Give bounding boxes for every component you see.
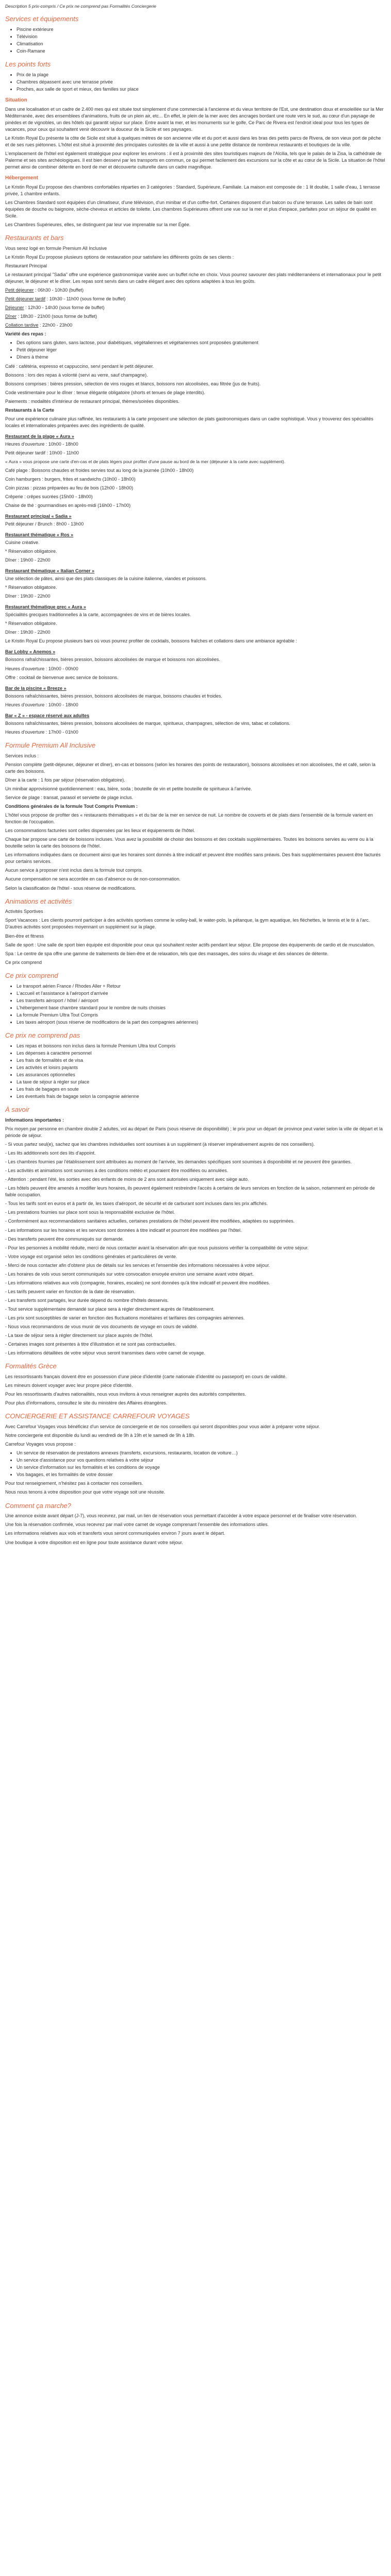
list-item: • Les taxes aéroport (sous réserve de modifications de la part des compagnies aériennes): [17, 1019, 386, 1026]
comment-p2: Une fois la réservation confirmée, vous recevrez par mail votre carnet de voyage comprenant l'ensemble des informations utiles.: [5, 1522, 269, 1528]
animations-p1: Sport Vacances : Les clients pourront participer à des activités sportives comme le volley-ball, le water-polo, la pétanque, la gym aquatique, les fléchettes, le tennis et le tir à l'arc. D'autres activités sont proposées moyennant un supplément sur la plage.: [5, 918, 370, 930]
premium-p4: Service de plage : transat, parasol et serviette de plage inclus.: [5, 794, 134, 800]
comment-title: Comment ça marche?: [5, 1501, 71, 1510]
list-item: • Les frais de formalités et de visa: [17, 1057, 386, 1064]
asavoir-title: À savoir: [5, 1106, 29, 1114]
list-item: • Petit déjeuner léger: [17, 347, 386, 353]
list-item: • Un service d'assistance pour vos questions relatives à votre séjour: [17, 1457, 386, 1464]
list-item: • Chambres dépassent avec une terrasse privée: [17, 79, 386, 86]
situation-title: Situation: [5, 97, 27, 104]
asavoir-line: - Pour les personnes à mobilité réduite, merci de nous contacter avant la réservation afin que nous puissions vérifier la compatibilité de votre séjour.: [5, 1245, 309, 1250]
ne-comprend-list: [5, 1043, 386, 1100]
list-item: • Les frais de bagages en soute: [17, 1086, 386, 1093]
asavoir-line: - Les activités et animations sont soumises à des conditions météo et pourraient être modifiées ou annulées.: [5, 1168, 229, 1174]
cafe-text: Café : cafétéria, espresso et cappuccino, servi pendant le petit déjeuner.: [5, 363, 154, 369]
r1-pd: Petit déjeuner tardif : 10h00 - 11h00: [5, 450, 79, 455]
list-item: • Les éventuels frais de bagage selon la compagnie aérienne: [17, 1093, 386, 1100]
animations-sub: Activités Sportives: [5, 909, 43, 914]
asavoir-line: - Votre voyage est organisé selon les conditions générales et particulières de vente.: [5, 1253, 177, 1259]
asavoir-line: - La taxe de séjour sera à régler directement sur place auprès de l'hôtel.: [5, 1333, 153, 1338]
r4-desc: Spécialités grecques traditionnelles à la carte, accompagnées de vins et de bières locales.: [5, 612, 191, 618]
comprend-title: Ce prix comprend: [5, 971, 58, 979]
asavoir-line: - Les chambres fournies par l'établissement sont attribuées au moment de l'arrivée, les demandes spécifiques sont soumises à disponibilité et ne peuvent être garanties.: [5, 1159, 352, 1165]
situation-p2: Le Kristin Royal Eu présente la côte de Sicile est situé à quelques mètres de son ancienne ville et du port et aussi dans les bras des petits parcs de Rivera, de son vieux port de pêche et de ses rues piétonnes. L'hôtel est situé à proximité des principales curiosités de la ville et aussi à une petite distance de nombreux restaurants et boutiques de la ville.: [5, 135, 381, 148]
formalites-p4: Pour plus d'informations, consultez le site du ministère des Affaires étrangères.: [5, 1400, 168, 1406]
premium-p5: Les consommations facturées sont celles dispensées par les lieux et équipements de l'hôtel.: [5, 828, 195, 834]
asavoir-line: - Les hôtels peuvent être amenés à modifier leurs horaires, ils peuvent également restreindre l'accès à certains de leurs services en fonction de la saison, notamment en période de faible occupation.: [5, 1185, 375, 1198]
r1-hours: Heures d'ouverture : 10h00 - 18h00: [5, 441, 78, 447]
asavoir-line: - Conformément aux recommandations sanitaires actuelles, certaines prestations de l'hôtel peuvent être modifiées, adaptées ou supprimées.: [5, 1218, 295, 1224]
formalites-title: Formalités Grèce: [5, 1362, 57, 1370]
bar3-hours: Heures d'ouverture : 17h00 - 01h00: [5, 729, 78, 735]
r3-diner: Dîner : 19h30 - 22h00: [5, 594, 51, 599]
list-item: • Vos bagages, et les formalités de votre dossier: [17, 1471, 386, 1478]
premium-intro: Services inclus :: [5, 753, 39, 758]
comment-p1: Une annonce existe avant départ (J-7), vous recevrez, par mail, un lien de réservation vous permettant d'accéder à votre espace personnel et de finaliser votre réservation.: [5, 1513, 357, 1519]
comment-p4: Une boutique à votre disposition est en ligne pour toute assistance durant votre séjour.: [5, 1539, 183, 1545]
conciergerie-list: [5, 1450, 386, 1478]
r4-diner: Dîner : 19h30 - 22h00: [5, 630, 51, 635]
bar1-offer: Offre : cocktail de bienvenue avec service de boissons.: [5, 674, 119, 680]
principal-desc: Le restaurant principal "Sadia" offre une expérience gastronomique variée avec un buffet riche en choix. Vous pourrez savourer des plats méditerranéens et internationaux pour le petit déjeuner, le déjeuner et le dîner. Les repas sont servis dans un cadre élégant avec des options adaptées à tous les goûts.: [5, 272, 381, 284]
asavoir-line: - Les prestations fournies sur place sont sous la responsabilité exclusive de l'hôtel.: [5, 1210, 175, 1215]
conditions-title: Conditions générales de la formule Tout Compris Premium :: [5, 804, 138, 809]
asavoir-line: - Les prix sont susceptibles de varier en fonction des fluctuations monétaires et tarifaires des compagnies aériennes.: [5, 1315, 245, 1320]
hebergement-p1: Le Kristin Royal Eu propose des chambres confortables réparties en 3 catégories : Standard, Supérieure, Familiale. La maison est composée de : 1 lit double, 1 salle d'eau, 1 terrasse privée, 1 chambre enfants.: [5, 184, 380, 196]
situation-p1: Dans une localisation et un cadre de 2.400 mes qui est située tout simplement d'une commercial à l'ancienne et du vieux territoire de l'Est, une destination doux et ensoleillée sur la Mer Méditerranée, avec des ensemblees d'animations, fruits de un plein air, etc... En effet, le plein de la mer avec des ancrages bordant une route vers le sud, au cœur d'un paysage de pinèdes et de vignobles, un des hôtels qui garantit séjour sur place. Entre avant la mer, et les monuments sur le golfe, Ce Parc de Rivera est l'endroit ideal pour tous les types de vacances, pour ceux qui souhaitent venir découvrir la douceur de la Sicile et ses paysages.: [5, 106, 384, 132]
conditions-text: L'hôtel vous propose de profiter des « restaurants thématiques » et du bar de la mer en service de nuit. Le nombre de couverts et de plats dans l'ensemble de la formule varient en fonction de l'occupation.: [5, 812, 373, 825]
list-item: • Les assurances optionnelles: [17, 1072, 386, 1078]
asavoir-line: - Des transferts peuvent être communiqués sur demande.: [5, 1236, 124, 1242]
conciergerie-p4: Pour tout renseignement, n'hésitez pas à contacter nos conseillers.: [5, 1481, 143, 1486]
points-list: [5, 72, 386, 93]
list-item: • Télévision: [17, 33, 386, 40]
asavoir-line: - Tous les tarifs sont en euros et à partir de, les taxes d'aéroport, de sécurité et de carburant sont incluses dans les prix affichés.: [5, 1201, 268, 1207]
comment-p3: Les informations relatives aux vols et transferts vous seront communiquées environ 7 jours avant le départ.: [5, 1531, 225, 1536]
hours-row: Petit déjeuner tardif : 10h30 - 11h00 (sous forme de buffet): [5, 296, 126, 302]
bars-intro: Le Kristin Royal Eu propose plusieurs bars où vous pourrez profiter de cocktails, boissons fraîches et collations dans une ambiance agréable :: [5, 638, 297, 644]
list-item: • Les activités et loisirs payants: [17, 1064, 386, 1071]
bar1-name: Bar Lobby « Anemos »: [5, 649, 56, 655]
list-item: • L'accueil et l'assistance à l'aéroport d'arrivée: [17, 990, 386, 997]
asavoir-line: - Merci de nous contacter afin d'obtenir plus de détails sur les services et l'ensemble des informations nécessaires à votre séjour.: [5, 1262, 270, 1268]
hours-row: Petit déjeuner : 06h30 - 10h30 (buffet): [5, 287, 84, 293]
conciergerie-p1: Avec Carrefour Voyages vous bénéficiez d'un service de conciergerie et de nos conseillers qui seront disponibles pour vous aider à préparer votre séjour.: [5, 1424, 320, 1430]
conciergerie-p2: Notre conciergerie est disponible du lundi au vendredi de 9h à 19h et le samedi de 9h à 18h.: [5, 1433, 196, 1438]
asavoir-intro: Informations importantes :: [5, 1117, 64, 1123]
list-item: • Les transferts aéroport / hôtel / aéroport: [17, 997, 386, 1004]
animations-title: Animations et activités: [5, 897, 72, 905]
points-title: Les points forts: [5, 60, 51, 69]
asavoir-line: - Certaines images sont présentes à titre d'illustration et ne sont pas contractuelles.: [5, 1342, 176, 1347]
code-text: Code vestimentaire pour le dîner : tenue élégante obligatoire (shorts et tenues de plage interdits).: [5, 389, 205, 395]
boissons-cat-text: Boissons comprises : bières pression, sélection de vins rouges et blancs, boissons non alcoolisées, eau filtrée (jus de fruits).: [5, 381, 261, 386]
list-item: • Piscine extérieure: [17, 26, 386, 33]
r1-line: Café plage : Boissons chaudes et froides servies tout au long de la journée (10h00 - 18h00): [5, 467, 194, 473]
premium-p9: Aucune compensation ne sera accordée en cas d'absence ou de non-consommation.: [5, 876, 181, 882]
r4-name: Restaurant thématique grec « Aura »: [5, 604, 86, 610]
restaurants-title: Restaurants et bars: [5, 234, 64, 242]
varietes-list: [5, 340, 386, 361]
formalites-p1: Les ressortissants français doivent être en possession d'une pièce d'identité (carte nationale d'identité ou passeport) en cours de validité.: [5, 1374, 287, 1380]
asavoir-line: - Les horaires de vols vous seront communiqués sur votre convocation envoyée environ une semaine avant votre départ.: [5, 1271, 254, 1277]
varietes-title: Variété des repas :: [5, 331, 46, 337]
bar2-name: Bar de la piscine « Breeze »: [5, 685, 67, 691]
r1-name: Restaurant de la plage « Aura »: [5, 433, 74, 439]
asavoir-line: - Les transferts sont partagés, leur durée dépend du nombre d'hôtels desservis.: [5, 1297, 169, 1303]
services-title: Services et équipements: [5, 15, 79, 23]
r2-name: Restaurant principal « Sadia »: [5, 513, 72, 519]
boissons-text: Boissons : lors des repas à volonté (servi au verre, sauf champagne).: [5, 372, 148, 378]
premium-p1: Pension complète (petit-déjeuner, déjeuner et dîner), en-cas et boissons (selon les horaires des points de restauration), boissons alcoolisées et non alcoolisées, thé et café, selon la carte des boissons.: [5, 761, 376, 774]
r3-name: Restaurant thématique « Italian Corner »: [5, 568, 95, 574]
r1-line: Crêperie : crêpes sucrées (15h00 - 18h00): [5, 494, 93, 499]
r1-desc: « Aura » vous propose une carte d'en-cas et de plats légers pour profiter d'une pause au bord de la mer (déjeuner à la carte avec supplément).: [5, 459, 286, 465]
restaurants-p1: Le Kristin Royal Eu propose plusieurs options de restauration pour satisfaire les différents goûts de ses clients :: [5, 254, 234, 260]
r4-reservation: * Réservation obligatoire.: [5, 621, 57, 626]
list-item: • La formule Premium Ultra Tout Compris: [17, 1012, 386, 1019]
bar1-desc: Boissons rafraîchissantes, bières pression, boissons alcoolisées de marque et boissons non alcoolisées.: [5, 657, 220, 663]
bar2-desc: Boissons rafraîchissantes, bières pression, boissons alcoolisées de marque, boissons chaudes et froides.: [5, 693, 222, 699]
animations-p5: Ce prix comprend: [5, 959, 42, 965]
hebergement-p2: Les Chambres Standard sont équipées d'un climatiseur, d'une télévision, d'un minibar et d'un coffre-fort. Certaines disposent d'un balcon ou d'une terrasse. Les salles de bain sont équipées de douche ou baignoire, sèche-cheveux et articles de toilette. Les chambres Supérieures offrent une vue sur la mer et plus d'espace, parfaites pour un séjour de qualité en Sicile.: [5, 199, 377, 218]
conciergerie-p5: Nous nous tenons à votre disposition pour que votre voyage soit une réussite.: [5, 1489, 166, 1495]
premium-p7: Les informations indiquées dans ce document ainsi que les horaires sont donnés à titre indicatif et peuvent être modifiés sans préavis. Des frais supplémentaires peuvent être facturés pour certains services.: [5, 852, 381, 865]
conciergerie-p3: Carrefour Voyages vous propose :: [5, 1442, 76, 1447]
list-item: • Un service d'information sur les formalités et les conditions de voyage: [17, 1464, 386, 1471]
asavoir-line: - Les informations sur les horaires et les services sont données à titre indicatif et pourront être modifiées par l'hôtel.: [5, 1227, 242, 1233]
premium-p2: Dîner à la carte : 1 fois par séjour (réservation obligatoire).: [5, 777, 125, 783]
bar2-hours: Heures d'ouverture : 10h00 - 18h00: [5, 702, 78, 707]
r2-cuisine: Cuisine créative.: [5, 539, 40, 545]
hebergement-p3: Les Chambres Supérieures, elles, se distinguent par leur vue imprenable sur la mer Égée.: [5, 222, 191, 227]
r1-line: Coin hamburgers : burgers, frites et sandwichs (10h00 - 18h00): [5, 476, 136, 482]
r3-desc: Une sélection de pâtes, ainsi que des plats classiques de la cuisine italienne, viandes et poissons.: [5, 576, 207, 582]
formalites-p3: Pour les ressortissants d'autres nationalités, nous vous invitons à vous renseigner auprès des autorités compétentes.: [5, 1392, 246, 1397]
asavoir-line: - Les tarifs peuvent varier en fonction de la date de réservation.: [5, 1289, 136, 1294]
paiement-text: Paiements : modalités d'intérieur de restaurant principal, thèmes/soirées disponibles.: [5, 398, 180, 404]
list-item: • Un service de réservation de prestations annexes (transferts, excursions, restaurants, location de voiture…): [17, 1450, 386, 1456]
list-item: • L'hébergement base chambre standard pour le nombre de nuits choisies: [17, 1005, 386, 1011]
list-item: • Dîners à thème: [17, 354, 386, 361]
premium-title: Formule Premium All Inclusive: [5, 741, 96, 749]
comprend-list: [5, 983, 386, 1026]
list-item: • Proches, aux salle de sport et mieux, des familles sur place: [17, 86, 386, 93]
bar1-hours: Heures d'ouverture : 10h00 - 00h00: [5, 666, 78, 671]
asavoir-line: Prix moyen par personne en chambre double 2 adultes, vol au départ de Paris (sous réserve de disponibilité) ; le prix pour un départ de province peut varier selon la ville de départ et la période de séjour.: [5, 1126, 383, 1138]
asavoir-line: - Les informations détaillées de votre séjour vous seront transmises dans votre carnet de voyage.: [5, 1350, 205, 1356]
r2-line: Restaurant thématique « Ros »: [5, 532, 74, 537]
list-item: • La taxe de séjour à régler sur place: [17, 1079, 386, 1086]
asavoir-line: - Les informations relatives aux vols (compagnie, horaires, escales) ne sont données qu'à titre indicatif et peuvent être modifiées.: [5, 1280, 270, 1285]
hours-row: Déjeuner : 12h30 - 14h30 (sous forme de buffet): [5, 305, 105, 311]
r1-line: Chaise de thé : gourmandises en après-midi (16h00 - 17h00): [5, 502, 131, 508]
asavoir-line: - Tout service supplémentaire demandé sur place sera à régler directement auprès de l'établissement.: [5, 1306, 215, 1312]
asavoir-line: - Attention : pendant l'été, les sorties avec des enfants de moins de 2 ans sont autorisées uniquement avec siège auto.: [5, 1177, 249, 1182]
r3-reservation: * Réservation obligatoire.: [5, 585, 57, 590]
hours-row: Dîner : 18h30 - 21h00 (sous forme de buffet): [5, 314, 97, 319]
premium-p10: Selon la classification de l'hôtel - sous réserve de modifications.: [5, 885, 136, 891]
premium-p3: Un minibar approvisionné quotidiennement : eau, bière, soda ; bouteille de vin et petite bouteille de spiritueux à l'arrivée.: [5, 786, 252, 791]
asavoir-line: - Nous vous recommandons de vous munir de vos documents de voyage en cours de validité.: [5, 1324, 198, 1330]
asavoir-line: - Si vous partez seul(e), sachez que les chambres individuelles sont soumises à un supplément (à réserver impérativement auprès de nos conseillers).: [5, 1142, 315, 1147]
hebergement-title: Hébergement: [5, 175, 38, 181]
list-item: • Les repas et boissons non inclus dans la formule Premium Ultra tout Compris: [17, 1043, 386, 1049]
situation-p3: L'emplacement de l'hôtel est également stratégique pour explorer les environs : il est à proximité des sites touristiques majeurs de l'Alcilia, tels que le palais de la Zisa, la cathédrale de Palerme et ses sites archéologiques. Il est bien desservi par les transports en commun, ce qui permet facilement des excursions sur la côte et au cœur de la Sicile. La situation de l'hôtel permet ainsi de combiner détente en bord de mer et découverte culturelle dans un cadre magnifique.: [5, 151, 385, 170]
animations-p3: Salle de sport : Une salle de sport bien équipée est disponible pour ceux qui souhaitent rester actifs pendant leur séjour. Elle propose des équipements de cardio et de musculation.: [5, 942, 375, 947]
hours-row: Collation tardive : 22h00 - 23h00: [5, 323, 73, 328]
list-item: • Prix de la plage: [17, 72, 386, 78]
services-list: [5, 26, 386, 55]
formalites-p2: Les mineurs doivent voyager avec leur propre pièce d'identité.: [5, 1383, 133, 1388]
list-item: • Des options sans gluten, sans lactose, pour diabétiques, végétaliennes et végétariennes sont proposées gratuitement: [17, 340, 386, 346]
bar3-name: Bar « Z » - espace réservé aux adultes: [5, 713, 90, 718]
animations-p4: Spa : Le centre de spa offre une gamme de traitements de bien-être et de relaxation, tels que des massages, des soins du visage et des séances de détente.: [5, 951, 329, 956]
intro-text: Description 5 prix-compris / Ce prix ne comprend pas Formalités Conciergerie: [5, 4, 156, 9]
conciergerie-title: CONCIERGERIE ET ASSISTANCE CARREFOUR VOYAGES: [5, 1412, 190, 1420]
premium-p6: Chaque bar propose une carte de boissons incluses. Vous avez la possibilité de choisir des boissons et des cocktails supplémentaires. Toutes les boissons servies au verre ou à la bouteille selon la carte des boissons de l'hôtel.: [5, 837, 373, 849]
r1-line: Coin pizzas : pizzas préparées au feu de bois (12h00 - 18h00): [5, 485, 134, 490]
r2-pd: Petit déjeuner / Brunch : 8h00 - 13h00: [5, 521, 84, 527]
ne-comprend-title: Ce prix ne comprend pas: [5, 1031, 80, 1039]
list-item: • Coin-Ramane: [17, 48, 386, 55]
list-item: • Climatisation: [17, 41, 386, 47]
carte-title: Restaurants à la Carte: [5, 407, 55, 413]
formule-text: Vous serez logé en formule Premium All Inclusive: [5, 245, 107, 251]
r2-diner: Dîner : 19h00 - 22h00: [5, 557, 51, 563]
principal-label: Restaurant Principal: [5, 263, 47, 268]
bar3-desc: Boissons rafraîchissantes, bières pression, boissons alcoolisées de marque, spiritueux, champagnes, sélection de vins, tabac et collations.: [5, 720, 290, 726]
r2-reservation: * Réservation obligatoire.: [5, 548, 57, 554]
list-item: • Le transport aérien France / Rhodes Aller + Retour: [17, 983, 386, 990]
list-item: • Les dépenses à caractère personnel: [17, 1050, 386, 1057]
carte-intro: Pour une expérience culinaire plus raffinée, les restaurants à la carte proposent une sélection de plats gastronomiques dans un cadre sophistiqué. Vous y trouverez des spécialités locales et internationales préparées avec des ingrédients de qualité.: [5, 416, 373, 428]
asavoir-line: - Les lits additionnels sont des lits d'appoint.: [5, 1150, 96, 1156]
animations-p2: Bien-être et fitness: [5, 933, 44, 939]
premium-p8: Aucun service à proposer n'est inclus dans la formule tout compris.: [5, 868, 143, 873]
